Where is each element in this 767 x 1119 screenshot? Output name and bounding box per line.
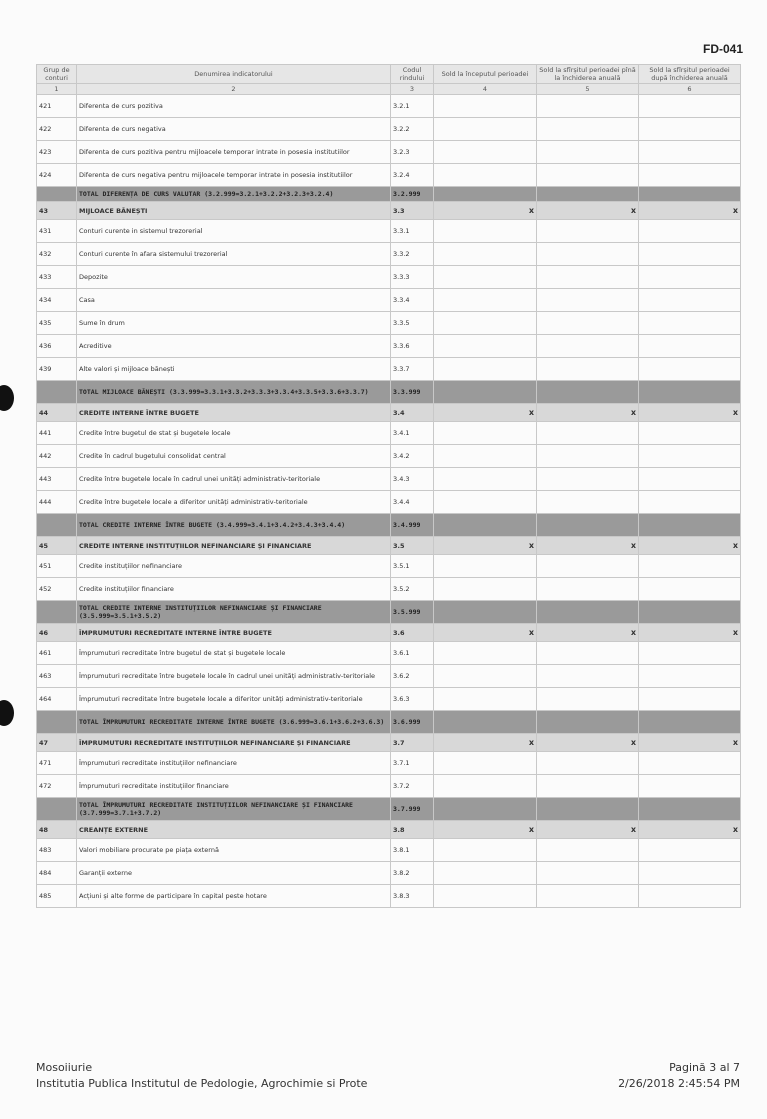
table-row [37,335,741,358]
table-row [37,312,741,335]
table-row [37,220,741,243]
cell-value [639,862,741,885]
section-row [37,404,741,422]
cell-value [639,243,741,266]
cell-name: Diferenta de curs negativa [77,118,391,141]
cell-value [434,289,537,312]
cell-code: 3.2.2 [391,118,434,141]
cell-group: 48 [37,821,77,839]
cell-value [537,468,639,491]
cell-code: 3.6.1 [391,642,434,665]
cell-name: Alte valori și mijloace bănești [77,358,391,381]
cell-code: 3.3.1 [391,220,434,243]
header-group: Grup de conturi [37,65,77,84]
header-sold-start: Sold la începutul perioadei [434,65,537,84]
table-row [37,839,741,862]
cell-value [639,468,741,491]
cell-group: 434 [37,289,77,312]
cell-code: 3.4.3 [391,468,434,491]
cell-value [434,514,537,537]
section-row [37,821,741,839]
cell-group: 436 [37,335,77,358]
cell-value [537,95,639,118]
cell-value [434,491,537,514]
cell-group: 43 [37,202,77,220]
cell-group: 47 [37,734,77,752]
cell-value [537,711,639,734]
cell-value [434,187,537,202]
cell-value [639,289,741,312]
cell-value [434,266,537,289]
cell-value [639,381,741,404]
cell-code: 3.2.4 [391,164,434,187]
cell-value [434,220,537,243]
cell-value [537,164,639,187]
cell-name: Credite între bugetele locale în cadrul unei unități administrativ-teritoriale [77,468,391,491]
cell-value [639,775,741,798]
cell-name: Credite instituțiilor nefinanciare [77,555,391,578]
cell-group: 472 [37,775,77,798]
cell-value [434,665,537,688]
cell-value [639,95,741,118]
cell-value [434,95,537,118]
cell-name: TOTAL ÎMPRUMUTURI RECREDITATE INTERNE ÎNTRE BUGETE (3.6.999=3.6.1+3.6.2+3.6.3) [77,711,391,734]
cell-value [434,312,537,335]
table-row [37,289,741,312]
cell-value: x [639,821,741,839]
cell-value [639,187,741,202]
cell-group: 435 [37,312,77,335]
cell-code: 3.8.1 [391,839,434,862]
cell-name: MIJLOACE BĂNEȘTI [77,202,391,220]
cell-group: 464 [37,688,77,711]
table-row [37,468,741,491]
total-row [37,187,741,202]
cell-value [537,775,639,798]
cell-group: 444 [37,491,77,514]
cell-value [434,445,537,468]
cell-value [537,601,639,624]
cell-value: x [639,624,741,642]
table-row [37,665,741,688]
cell-value [639,422,741,445]
cell-value: x [434,734,537,752]
col-number: 3 [391,84,434,95]
cell-value [434,578,537,601]
cell-value [639,839,741,862]
cell-code: 3.3 [391,202,434,220]
cell-group [37,711,77,734]
cell-group: 422 [37,118,77,141]
cell-code: 3.6.3 [391,688,434,711]
cell-name: CREANȚE EXTERNE [77,821,391,839]
table-row [37,266,741,289]
cell-code: 3.7.999 [391,798,434,821]
total-row [37,381,741,404]
cell-name: Credite între bugetele locale a diferitor unități administrativ-teritoriale [77,491,391,514]
footer-institution: Institutia Publica Institutul de Pedologie, Agrochimie si Prote [36,1077,368,1090]
cell-value [434,422,537,445]
header-code: Codul rindului [391,65,434,84]
cell-value [434,642,537,665]
cell-name: Credite instituțiilor financiare [77,578,391,601]
cell-code: 3.8.2 [391,862,434,885]
cell-group: 421 [37,95,77,118]
header-row [37,65,741,84]
total-row [37,514,741,537]
cell-value: x [434,537,537,555]
cell-code: 3.7.1 [391,752,434,775]
cell-name: Depozite [77,266,391,289]
cell-value [434,601,537,624]
cell-group [37,601,77,624]
cell-code: 3.3.2 [391,243,434,266]
cell-name: Acreditive [77,335,391,358]
table-row [37,491,741,514]
cell-name: Valori mobiliare procurate pe piața externă [77,839,391,862]
cell-code: 3.3.4 [391,289,434,312]
cell-value [639,514,741,537]
table-row [37,642,741,665]
cell-value [434,688,537,711]
cell-code: 3.4.1 [391,422,434,445]
cell-name: Credite în cadrul bugetului consolidat central [77,445,391,468]
page-number: Pagină 3 al 7 [669,1061,740,1074]
cell-value [639,335,741,358]
cell-code: 3.5.2 [391,578,434,601]
footer-user: Mosoiiurie [36,1061,93,1074]
col-number: 5 [537,84,639,95]
table-row [37,141,741,164]
table-row [37,243,741,266]
cell-code: 3.2.3 [391,141,434,164]
cell-name: Garanții externe [77,862,391,885]
cell-value: x [639,734,741,752]
cell-code: 3.3.5 [391,312,434,335]
cell-value [537,862,639,885]
cell-group: 471 [37,752,77,775]
cell-value: x [537,624,639,642]
cell-value [639,555,741,578]
table-row [37,688,741,711]
cell-value [537,491,639,514]
cell-name: TOTAL CREDITE INTERNE ÎNTRE BUGETE (3.4.999=3.4.1+3.4.2+3.4.3+3.4.4) [77,514,391,537]
cell-value [537,243,639,266]
cell-value [639,665,741,688]
cell-group [37,187,77,202]
cell-value [537,578,639,601]
cell-value [434,862,537,885]
cell-value [639,266,741,289]
footer-left [36,1060,367,1092]
footer-right [618,1060,740,1092]
cell-name: Conturi curente în afara sistemului trezorerial [77,243,391,266]
cell-value [639,164,741,187]
cell-value [434,752,537,775]
cell-value [537,289,639,312]
cell-value: x [639,202,741,220]
cell-value [434,118,537,141]
cell-value [639,752,741,775]
section-row [37,624,741,642]
cell-code: 3.8.3 [391,885,434,908]
cell-code: 3.6.999 [391,711,434,734]
cell-value [434,141,537,164]
col-number: 4 [434,84,537,95]
cell-name: CREDITE INTERNE INSTITUȚIILOR NEFINANCIARE ȘI FINANCIARE [77,537,391,555]
table-row [37,358,741,381]
cell-group [37,514,77,537]
cell-value [639,688,741,711]
section-row [37,537,741,555]
cell-value [537,358,639,381]
cell-name: Credite între bugetul de stat și bugetele locale [77,422,391,445]
cell-group: 424 [37,164,77,187]
table-row [37,752,741,775]
cell-value [537,555,639,578]
cell-name: Împrumuturi recreditate între bugetul de stat și bugetele locale [77,642,391,665]
cell-code: 3.5 [391,537,434,555]
cell-group: 439 [37,358,77,381]
table-row [37,164,741,187]
table-row [37,862,741,885]
table-row [37,422,741,445]
cell-value [537,514,639,537]
cell-value [639,445,741,468]
cell-name: Împrumuturi recreditate între bugetele locale a diferitor unități administrativ-teritoriale [77,688,391,711]
cell-code: 3.7 [391,734,434,752]
cell-value: x [537,537,639,555]
cell-value: x [537,821,639,839]
punch-hole [0,700,14,726]
cell-group: 461 [37,642,77,665]
cell-value [537,187,639,202]
cell-name: CREDITE INTERNE ÎNTRE BUGETE [77,404,391,422]
cell-value [537,266,639,289]
cell-group: 451 [37,555,77,578]
col-number: 1 [37,84,77,95]
cell-value [434,711,537,734]
cell-name: Împrumuturi recreditate între bugetele locale în cadrul unei unități administrativ-teritoriale [77,665,391,688]
cell-code: 3.6.2 [391,665,434,688]
cell-code: 3.3.3 [391,266,434,289]
cell-name: Sume în drum [77,312,391,335]
cell-value: x [434,821,537,839]
table-row [37,885,741,908]
cell-value [639,220,741,243]
cell-value [537,141,639,164]
cell-name: TOTAL ÎMPRUMUTURI RECREDITATE INSTITUȚIILOR NEFINANCIARE ȘI FINANCIARE (3.7.999=3.7.1+3.7.2) [77,798,391,821]
header-number-row [37,84,741,95]
cell-value [537,885,639,908]
cell-code: 3.5.999 [391,601,434,624]
cell-value [434,468,537,491]
cell-value [537,422,639,445]
cell-code: 3.3.6 [391,335,434,358]
cell-value: x [537,734,639,752]
section-row [37,734,741,752]
cell-group: 484 [37,862,77,885]
cell-value [537,665,639,688]
print-datetime: 2/26/2018 2:45:54 PM [618,1077,740,1090]
cell-group [37,381,77,404]
cell-value [434,243,537,266]
cell-group: 443 [37,468,77,491]
table-row [37,555,741,578]
table-row [37,445,741,468]
cell-group: 452 [37,578,77,601]
cell-value [537,381,639,404]
total-row [37,601,741,624]
col-number: 6 [639,84,741,95]
cell-value [434,775,537,798]
header-sold-end: Sold la sfîrșitul perioadei pînă la închiderea anuală [537,65,639,84]
cell-value [434,164,537,187]
cell-code: 3.2.1 [391,95,434,118]
cell-value [537,335,639,358]
section-row [37,202,741,220]
cell-name: ÎMPRUMUTURI RECREDITATE INSTITUȚIILOR NEFINANCIARE ȘI FINANCIARE [77,734,391,752]
cell-group: 441 [37,422,77,445]
cell-name: Conturi curente in sistemul trezorerial [77,220,391,243]
cell-name: Diferenta de curs pozitiva [77,95,391,118]
cell-value [537,445,639,468]
total-row [37,798,741,821]
cell-value [639,642,741,665]
cell-value [434,839,537,862]
table-row [37,775,741,798]
cell-group: 483 [37,839,77,862]
cell-code: 3.4.999 [391,514,434,537]
cell-value [434,358,537,381]
cell-value [639,312,741,335]
cell-code: 3.6 [391,624,434,642]
table-row [37,118,741,141]
cell-value [537,118,639,141]
cell-group: 44 [37,404,77,422]
cell-value: x [639,404,741,422]
cell-value [537,220,639,243]
cell-name: TOTAL CREDITE INTERNE INSTITUȚIILOR NEFINANCIARE ȘI FINANCIARE (3.5.999=3.5.1+3.5.2) [77,601,391,624]
cell-group [37,798,77,821]
table-row [37,95,741,118]
cell-group: 442 [37,445,77,468]
cell-name: Împrumuturi recreditate instituțiilor financiare [77,775,391,798]
cell-value [434,335,537,358]
cell-name: TOTAL MIJLOACE BĂNEȘTI (3.3.999=3.3.1+3.3.2+3.3.3+3.3.4+3.3.5+3.3.6+3.3.7) [77,381,391,404]
cell-name: Diferenta de curs pozitiva pentru mijloacele temporar intrate in posesia institutiilor [77,141,391,164]
cell-value [537,839,639,862]
cell-value [434,885,537,908]
cell-value [639,711,741,734]
cell-code: 3.3.7 [391,358,434,381]
cell-code: 3.4.4 [391,491,434,514]
cell-value: x [537,404,639,422]
punch-hole [0,385,14,411]
cell-value [639,118,741,141]
col-number: 2 [77,84,391,95]
cell-group: 433 [37,266,77,289]
cell-value [639,141,741,164]
header-name: Denumirea indicatorului [77,65,391,84]
cell-value [639,491,741,514]
cell-value [434,555,537,578]
total-row [37,711,741,734]
cell-group: 485 [37,885,77,908]
cell-value [537,752,639,775]
cell-value [434,798,537,821]
cell-group: 431 [37,220,77,243]
cell-value [639,601,741,624]
cell-value [639,798,741,821]
cell-value [537,312,639,335]
cell-value [639,885,741,908]
cell-value [537,642,639,665]
cell-value: x [434,624,537,642]
cell-group: 463 [37,665,77,688]
cell-code: 3.5.1 [391,555,434,578]
cell-value: x [639,537,741,555]
form-code: FD-041 [702,42,743,56]
cell-name: Acțiuni și alte forme de participare în capital peste hotare [77,885,391,908]
cell-code: 3.4.2 [391,445,434,468]
cell-name: TOTAL DIFERENȚA DE CURS VALUTAR (3.2.999=3.2.1+3.2.2+3.2.3+3.2.4) [77,187,391,202]
cell-group: 423 [37,141,77,164]
indicator-table [36,64,741,908]
cell-value: x [537,202,639,220]
cell-value [537,688,639,711]
cell-name: Împrumuturi recreditate instituțiilor nefinanciare [77,752,391,775]
header-sold-after: Sold la sfîrșitul perioadei după închiderea anuală [639,65,741,84]
cell-value [434,381,537,404]
cell-code: 3.2.999 [391,187,434,202]
cell-value: x [434,202,537,220]
cell-code: 3.3.999 [391,381,434,404]
cell-name: Casa [77,289,391,312]
cell-name: ÎMPRUMUTURI RECREDITATE INTERNE ÎNTRE BUGETE [77,624,391,642]
cell-code: 3.8 [391,821,434,839]
cell-code: 3.4 [391,404,434,422]
cell-code: 3.7.2 [391,775,434,798]
cell-group: 432 [37,243,77,266]
cell-value [639,358,741,381]
cell-value [639,578,741,601]
cell-group: 46 [37,624,77,642]
cell-value [537,798,639,821]
cell-group: 45 [37,537,77,555]
table-row [37,578,741,601]
cell-value: x [434,404,537,422]
cell-name: Diferenta de curs negativa pentru mijloacele temporar intrate in posesia institutiilor [77,164,391,187]
